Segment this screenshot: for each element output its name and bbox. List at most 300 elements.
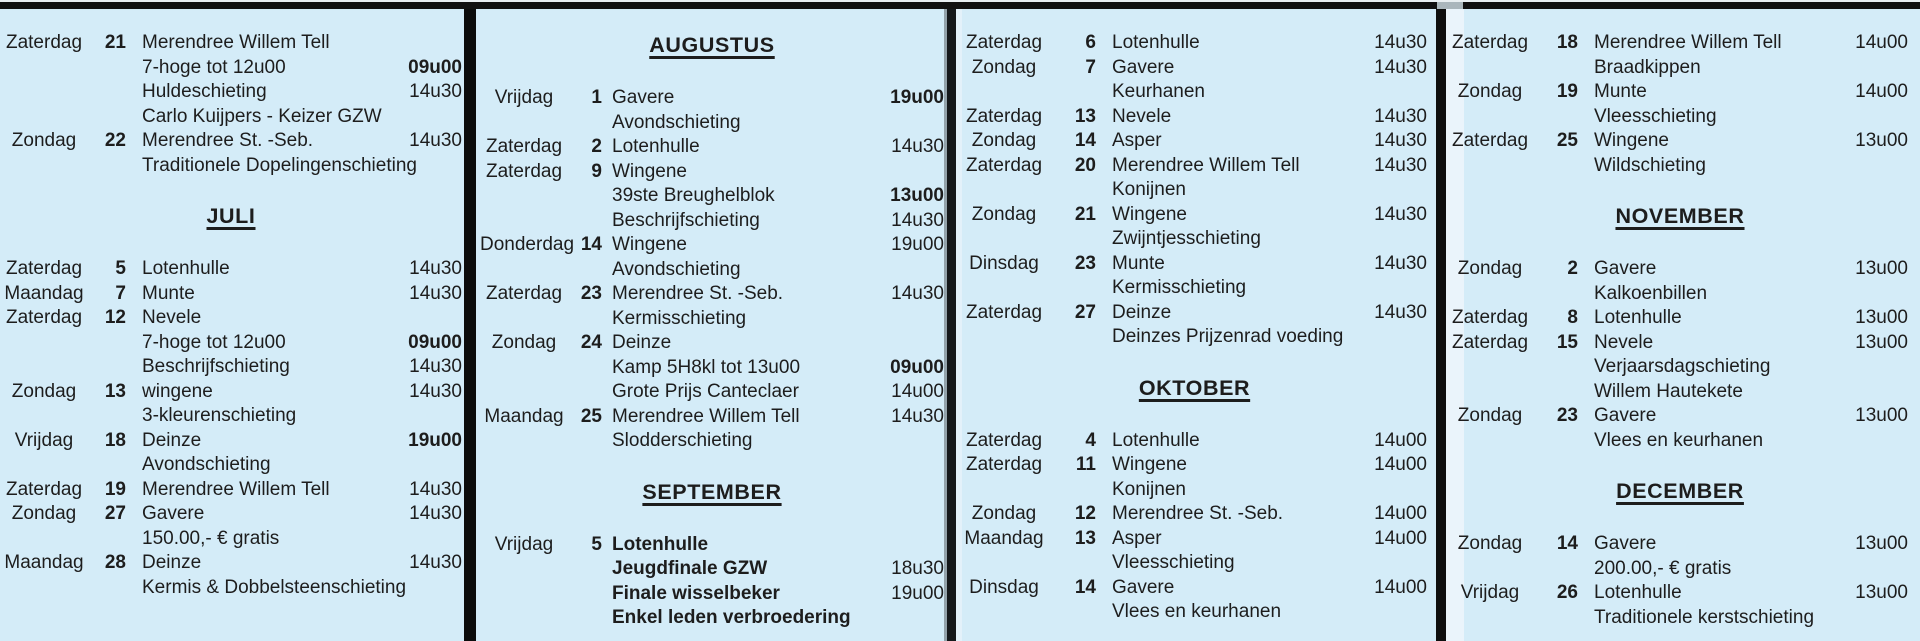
date-cell: 4 <box>1085 429 1096 451</box>
date-cell <box>1528 282 1578 307</box>
day-cell: Zaterdag <box>485 160 563 182</box>
month-heading <box>1452 204 1908 229</box>
time-cell: 14u30 <box>1374 154 1427 176</box>
day-cell <box>1452 355 1528 380</box>
time-cell <box>1717 105 1908 130</box>
event-row <box>1452 581 1908 606</box>
date-cell <box>1528 154 1578 179</box>
event-cell: 3-kleurenschieting <box>142 405 297 426</box>
event-cell: Deinze <box>1112 301 1172 323</box>
date-cell: 13 <box>104 380 126 402</box>
time-cell: 14u30 <box>409 552 462 573</box>
event-cell: Finale wisselbeker <box>612 582 780 604</box>
day-cell: Maandag <box>964 527 1044 549</box>
day-cell <box>480 606 568 631</box>
day-cell: Maandag <box>4 282 84 304</box>
event-cell: Wingene <box>1594 130 1669 151</box>
event-cell: Lotenhulle <box>142 258 230 279</box>
time-cell <box>1763 429 1908 454</box>
time-cell: 14u30 <box>409 81 462 102</box>
time-cell <box>851 606 944 631</box>
event-row <box>0 282 462 307</box>
event-row <box>0 380 462 405</box>
day-cell: Zondag <box>1457 533 1523 554</box>
date-cell <box>568 258 602 283</box>
month-heading-text: AUGUSTUS <box>649 33 775 57</box>
time-cell <box>201 306 462 331</box>
time-cell: 14u30 <box>409 380 462 402</box>
date-cell <box>1046 600 1096 625</box>
event-cell: Asper <box>1112 527 1162 549</box>
event-row <box>480 405 944 430</box>
day-cell: Zondag <box>971 203 1037 225</box>
time-cell <box>1281 600 1427 625</box>
time-cell: 14u30 <box>1374 56 1427 78</box>
date-cell: 20 <box>1074 154 1096 176</box>
date-cell <box>88 404 126 429</box>
time-cell: 14u00 <box>1374 503 1427 524</box>
time-cell: 19u00 <box>408 429 462 451</box>
event-row <box>1452 429 1908 454</box>
event-cell: 150.00,- € gratis <box>142 527 280 549</box>
event-cell: Merendree Willem Tell <box>142 478 330 500</box>
day-cell <box>962 478 1046 503</box>
day-cell: Zaterdag <box>5 258 83 279</box>
event-cell: Merendree St. -Seb. <box>142 130 314 151</box>
day-cell: Donderdag <box>480 234 575 255</box>
event-row <box>962 56 1427 81</box>
day-cell <box>962 600 1046 625</box>
event-row <box>962 527 1427 552</box>
event-row <box>962 105 1427 130</box>
time-cell <box>406 576 462 601</box>
time-cell: 13u00 <box>1855 307 1908 328</box>
event-row <box>480 209 944 234</box>
time-cell <box>746 307 944 332</box>
day-cell: Dinsdag <box>969 252 1039 274</box>
time-cell <box>741 111 944 136</box>
day-cell: Zondag <box>11 503 77 524</box>
time-cell: 13u00 <box>1855 130 1908 151</box>
event-cell: Enkel leden verbroedering <box>612 607 851 628</box>
date-cell: 25 <box>580 405 602 427</box>
date-cell <box>88 331 126 356</box>
day-cell: Zaterdag <box>5 32 83 53</box>
time-cell: 13u00 <box>1855 405 1908 426</box>
event-cell: Konijnen <box>1112 179 1186 200</box>
time-cell: 14u30 <box>409 478 462 500</box>
time-cell <box>1701 56 1908 81</box>
time-cell <box>417 154 462 179</box>
event-row <box>480 557 944 582</box>
time-cell: 14u30 <box>1374 130 1427 151</box>
date-cell: 23 <box>1556 405 1578 426</box>
day-cell <box>480 307 568 332</box>
time-cell <box>1814 606 1908 631</box>
date-cell: 24 <box>580 332 602 353</box>
event-row <box>962 80 1427 105</box>
event-cell: Vlees en keurhanen <box>1112 601 1282 622</box>
event-cell: Konijnen <box>1112 478 1186 500</box>
event-row <box>1452 606 1908 631</box>
day-cell: Zaterdag <box>965 301 1043 323</box>
date-cell <box>1528 355 1578 380</box>
day-cell: Zaterdag <box>485 283 563 304</box>
event-row <box>1452 404 1908 429</box>
day-cell: Zondag <box>971 56 1037 78</box>
event-row <box>1452 257 1908 282</box>
time-cell <box>1731 557 1908 582</box>
event-row <box>1452 380 1908 405</box>
event-cell: Braadkippen <box>1594 56 1701 78</box>
time-cell: 09u00 <box>890 356 944 378</box>
day-cell: Maandag <box>4 552 84 573</box>
event-cell: Huldeschieting <box>142 81 267 102</box>
day-cell <box>480 429 568 454</box>
event-row <box>962 154 1427 179</box>
time-cell: 14u30 <box>1374 301 1427 323</box>
day-cell <box>962 325 1046 350</box>
event-cell: Lotenhulle <box>612 533 709 555</box>
event-row <box>0 306 462 331</box>
event-cell: Gavere <box>1594 258 1657 279</box>
event-cell: Merendree St. -Seb. <box>612 283 784 304</box>
date-cell <box>568 209 602 234</box>
time-cell: 14u30 <box>891 209 944 231</box>
event-cell: Merendree St. -Seb. <box>1112 503 1284 524</box>
event-row <box>480 111 944 136</box>
event-cell: Lotenhulle <box>1112 429 1200 451</box>
day-cell <box>962 227 1046 252</box>
event-cell: Avondschieting <box>142 454 271 475</box>
event-row <box>1452 282 1908 307</box>
event-cell: Nevele <box>1594 331 1654 353</box>
date-cell <box>88 56 126 81</box>
time-cell <box>382 105 462 130</box>
date-cell: 13 <box>1074 105 1096 127</box>
day-cell <box>0 80 88 105</box>
day-cell: Zaterdag <box>485 136 563 157</box>
event-row <box>1452 306 1908 331</box>
time-cell <box>1770 355 1908 380</box>
event-row <box>480 307 944 332</box>
date-cell <box>1528 606 1578 631</box>
day-cell: Vrijdag <box>494 87 554 108</box>
event-cell: Lotenhulle <box>1594 307 1682 328</box>
event-cell: Deinzes Prijzenrad voeding <box>1112 326 1344 347</box>
time-cell: 14u30 <box>409 356 462 377</box>
month-heading-text: DECEMBER <box>1616 479 1744 503</box>
calendar-column-4 <box>1452 0 1920 641</box>
event-cell: Vleesschieting <box>1112 552 1235 573</box>
day-cell <box>1452 557 1528 582</box>
date-cell <box>1528 105 1578 130</box>
event-cell: Deinze <box>612 332 672 353</box>
day-cell <box>0 331 88 356</box>
day-cell: Zondag <box>971 503 1037 524</box>
event-row <box>962 227 1427 252</box>
time-cell: 14u00 <box>1855 32 1908 53</box>
day-cell <box>480 356 568 381</box>
time-cell: 13u00 <box>1855 258 1908 279</box>
event-cell: Gavere <box>1594 405 1657 426</box>
event-cell: Lotenhulle <box>612 136 700 157</box>
time-cell: 19u00 <box>891 582 944 604</box>
date-cell: 18 <box>104 429 126 451</box>
day-cell: Zaterdag <box>965 429 1043 451</box>
time-cell: 14u30 <box>409 258 462 279</box>
column-divider-3 <box>1436 9 1446 641</box>
event-cell: Vlees en keurhanen <box>1594 429 1764 451</box>
date-cell: 14 <box>580 234 602 255</box>
day-cell <box>0 404 88 429</box>
time-cell <box>1205 80 1427 105</box>
event-row <box>480 86 944 111</box>
day-cell: Zondag <box>1457 81 1523 102</box>
time-cell <box>296 404 462 429</box>
calendar-column-2 <box>480 0 948 641</box>
event-cell: Traditionele Dopelingenschieting <box>142 154 417 176</box>
event-row <box>480 160 944 185</box>
time-cell <box>1707 282 1908 307</box>
day-cell <box>962 80 1046 105</box>
date-cell <box>1046 325 1096 350</box>
day-cell <box>1452 380 1528 405</box>
event-cell: Gavere <box>1112 576 1175 598</box>
date-cell <box>568 111 602 136</box>
day-cell: Zaterdag <box>1452 130 1529 151</box>
date-cell <box>1528 56 1578 81</box>
month-heading <box>1452 479 1908 504</box>
day-cell: Zaterdag <box>965 32 1043 53</box>
event-cell: 200.00,- € gratis <box>1594 557 1732 579</box>
date-cell: 13 <box>1074 527 1096 549</box>
event-row <box>0 502 462 527</box>
date-cell <box>568 582 602 607</box>
time-cell <box>1186 478 1427 503</box>
event-row <box>0 154 462 179</box>
event-cell: Wingene <box>612 160 687 182</box>
event-row <box>0 56 462 81</box>
time-cell <box>1743 380 1908 405</box>
event-cell: Lotenhulle <box>1594 582 1682 603</box>
date-cell: 1 <box>591 87 602 108</box>
event-row <box>1452 154 1908 179</box>
time-cell: 14u30 <box>409 282 462 304</box>
event-row <box>1452 80 1908 105</box>
date-cell <box>568 557 602 582</box>
event-cell: 39ste Breughelblok <box>612 185 775 206</box>
event-cell: Gavere <box>142 503 205 524</box>
date-cell <box>88 355 126 380</box>
date-cell: 22 <box>104 130 126 151</box>
day-cell: Zaterdag <box>965 105 1043 127</box>
time-cell <box>708 533 944 558</box>
event-row <box>0 429 462 454</box>
event-row <box>0 478 462 503</box>
date-cell: 12 <box>104 307 126 328</box>
event-row <box>480 258 944 283</box>
event-cell: Slodderschieting <box>612 430 753 451</box>
time-cell: 13u00 <box>1855 533 1908 554</box>
day-cell: Zaterdag <box>1452 307 1529 328</box>
event-row <box>962 502 1427 527</box>
time-cell: 19u00 <box>891 234 944 255</box>
date-cell: 7 <box>115 282 126 304</box>
date-cell: 5 <box>591 533 602 555</box>
event-cell: Traditionele kerstschieting <box>1594 606 1815 628</box>
time-cell <box>752 429 944 454</box>
time-cell: 18u30 <box>891 558 944 579</box>
event-cell: Vleesschieting <box>1594 105 1717 127</box>
column-divider-1 <box>464 9 476 641</box>
day-cell <box>0 355 88 380</box>
event-cell: Wildschieting <box>1594 154 1706 176</box>
event-cell: Wingene <box>1112 454 1187 475</box>
date-cell <box>1528 429 1578 454</box>
time-cell <box>687 160 944 185</box>
day-cell: Zaterdag <box>5 307 83 328</box>
event-row <box>962 478 1427 503</box>
day-cell: Zondag <box>11 130 77 151</box>
month-heading-text: JULI <box>206 204 256 228</box>
time-cell: 14u30 <box>1374 252 1427 274</box>
date-cell: 15 <box>1556 331 1578 353</box>
event-row <box>480 282 944 307</box>
event-cell: Merendree Willem Tell <box>1112 154 1300 176</box>
date-cell: 2 <box>591 136 602 157</box>
event-row <box>480 356 944 381</box>
event-cell: Grote Prijs Canteclaer <box>612 381 799 402</box>
event-cell: Keurhanen <box>1112 81 1205 102</box>
time-cell: 14u30 <box>409 130 462 151</box>
event-cell: Beschrijfschieting <box>142 356 290 377</box>
event-row <box>962 429 1427 454</box>
date-cell: 11 <box>1075 454 1096 475</box>
time-cell: 09u00 <box>408 56 462 78</box>
date-cell: 12 <box>1074 503 1096 524</box>
date-cell <box>88 453 126 478</box>
time-cell <box>1186 178 1427 203</box>
event-cell: Nevele <box>1112 105 1172 127</box>
event-cell: Merendree Willem Tell <box>612 405 800 427</box>
event-row <box>1452 31 1908 56</box>
date-cell: 2 <box>1567 258 1578 279</box>
event-cell: Gavere <box>612 87 675 108</box>
month-heading <box>0 204 462 229</box>
date-cell: 18 <box>1556 32 1578 53</box>
event-cell: Kermisschieting <box>612 307 747 329</box>
month-heading <box>480 33 944 58</box>
time-cell <box>330 31 462 56</box>
date-cell: 6 <box>1085 32 1096 53</box>
event-cell: Deinze <box>142 429 202 451</box>
day-cell <box>480 258 568 283</box>
date-cell: 27 <box>1074 301 1096 323</box>
time-cell <box>271 453 462 478</box>
event-row <box>1452 331 1908 356</box>
date-cell: 5 <box>115 258 126 279</box>
column-divider-2 <box>947 9 956 641</box>
day-cell <box>1452 606 1528 631</box>
event-cell: Kermisschieting <box>1112 277 1247 298</box>
event-cell: Merendree Willem Tell <box>1594 32 1782 53</box>
date-cell <box>1046 80 1096 105</box>
day-cell: Zondag <box>491 332 557 353</box>
event-cell: Nevele <box>142 307 202 328</box>
event-row <box>962 453 1427 478</box>
event-cell: Wingene <box>1112 203 1187 225</box>
event-cell: Kermis & Dobbelsteenschieting <box>142 576 407 598</box>
date-cell <box>1528 380 1578 405</box>
day-cell <box>1452 154 1528 179</box>
date-cell <box>568 606 602 631</box>
date-cell <box>1046 227 1096 252</box>
event-row <box>0 31 462 56</box>
date-cell <box>1046 551 1096 576</box>
day-cell <box>0 56 88 81</box>
event-cell: Wingene <box>612 234 687 255</box>
day-cell <box>962 276 1046 301</box>
event-row <box>1452 532 1908 557</box>
event-cell: Kalkoenbillen <box>1594 282 1708 304</box>
day-cell: Vrijdag <box>494 533 554 555</box>
date-cell: 7 <box>1085 56 1096 78</box>
event-row <box>480 331 944 356</box>
time-cell: 14u00 <box>891 381 944 402</box>
day-cell <box>1452 429 1528 454</box>
time-cell <box>1261 227 1427 252</box>
event-cell: Carlo Kuijpers - Keizer GZW <box>142 105 382 127</box>
event-row <box>0 355 462 380</box>
time-cell: 14u30 <box>891 405 944 427</box>
event-row <box>0 453 462 478</box>
event-row <box>0 80 462 105</box>
date-cell <box>88 105 126 130</box>
date-cell: 14 <box>1074 576 1096 598</box>
time-cell: 14u00 <box>1374 454 1427 475</box>
time-cell: 13u00 <box>1855 582 1908 603</box>
day-cell <box>480 209 568 234</box>
event-cell: Avondschieting <box>612 258 741 280</box>
time-cell: 13u00 <box>1855 331 1908 353</box>
event-row <box>962 301 1427 326</box>
date-cell <box>1528 557 1578 582</box>
time-cell <box>1706 154 1908 179</box>
date-cell: 23 <box>1074 252 1096 274</box>
time-cell: 14u30 <box>1374 32 1427 53</box>
day-cell <box>0 154 88 179</box>
date-cell: 21 <box>1074 203 1096 225</box>
event-cell: Zwijntjesschieting <box>1112 228 1261 249</box>
event-row <box>480 606 944 631</box>
time-cell: 14u30 <box>1374 203 1427 225</box>
month-heading-text: SEPTEMBER <box>642 479 782 504</box>
date-cell: 8 <box>1567 307 1578 328</box>
date-cell: 19 <box>104 478 126 500</box>
date-cell: 28 <box>104 552 126 573</box>
date-cell <box>1046 276 1096 301</box>
date-cell: 9 <box>591 160 602 182</box>
time-cell <box>1343 325 1427 350</box>
date-cell: 14 <box>1074 130 1096 151</box>
event-row <box>480 184 944 209</box>
date-cell: 23 <box>580 283 602 304</box>
day-cell <box>480 380 568 405</box>
time-cell: 14u00 <box>1855 81 1908 102</box>
date-cell: 21 <box>104 32 126 53</box>
time-cell: 14u00 <box>1374 429 1427 451</box>
